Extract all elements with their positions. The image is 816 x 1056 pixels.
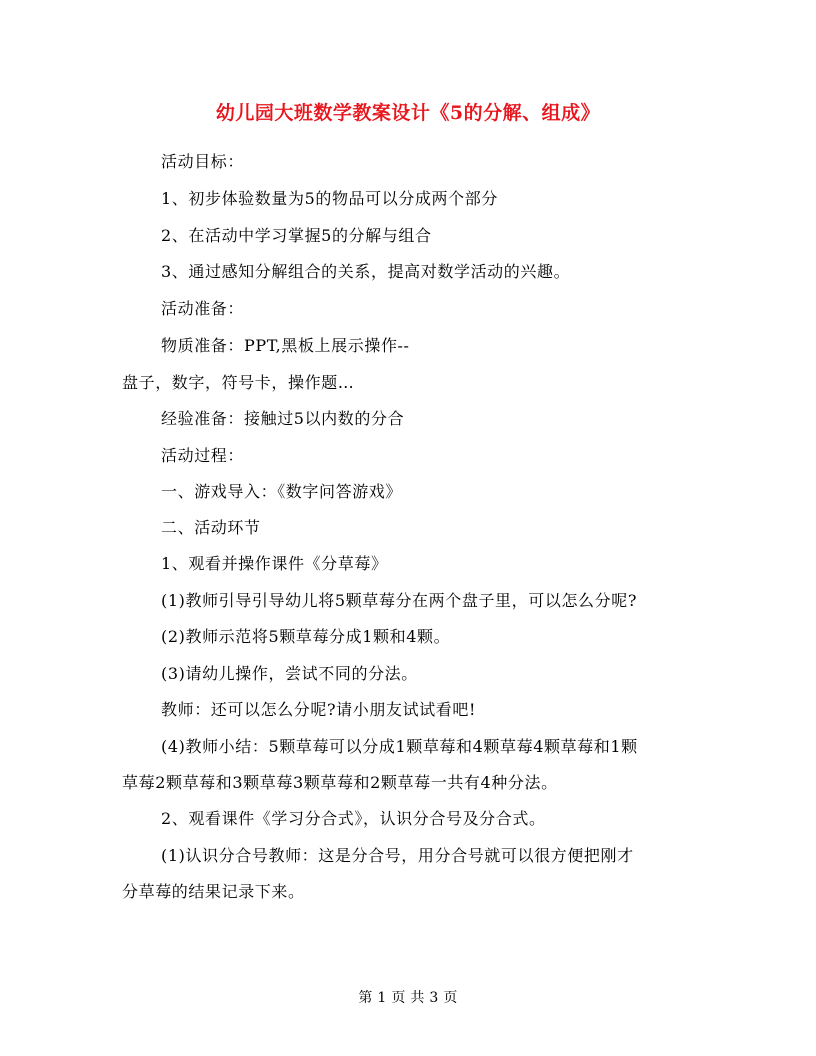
paragraph: 1、观看并操作课件《分草莓》: [161, 554, 388, 573]
paragraph: 2、观看课件《学习分合式》，认识分合号及分合式。: [161, 809, 546, 828]
page-number-footer: 第 1 页 共 3 页: [358, 990, 458, 1006]
paragraph: 活动目标：: [161, 152, 245, 171]
paragraph: (1)教师引导引导幼儿将5颗草莓分在两个盘子里，可以怎么分呢?: [161, 591, 638, 610]
paragraph: 经验准备：接触过5以内数的分合: [161, 409, 405, 428]
paragraph: 活动过程：: [161, 446, 245, 465]
paragraph: (1)认识分合号教师：这是分合号，用分合号就可以很方便把刚才: [161, 846, 634, 865]
paragraph: 教师：还可以怎么分呢?请小朋友试试看吧!: [161, 700, 477, 719]
paragraph: (2)教师示范将5颗草莓分成1颗和4颗。: [161, 627, 451, 646]
paragraph: 1、初步体验数量为5的物品可以分成两个部分: [161, 189, 498, 208]
paragraph: 活动准备：: [161, 299, 245, 318]
paragraph: 物质准备：PPT,黑板上展示操作--: [161, 336, 410, 355]
paragraph: 分草莓的结果记录下来。: [122, 882, 305, 901]
paragraph: 盘子，数字，符号卡，操作题…: [122, 373, 355, 392]
paragraph: (4)教师小结：5颗草莓可以分成1颗草莓和4颗草莓4颗草莓和1颗: [161, 737, 638, 756]
paragraph: 3、通过感知分解组合的关系，提高对数学活动的兴趣。: [161, 262, 571, 281]
paragraph: 2、在活动中学习掌握5的分解与组合: [161, 226, 432, 245]
paragraph: 草莓2颗草莓和3颗草莓3颗草莓和2颗草莓一共有4种分法。: [122, 773, 558, 792]
paragraph: 二、活动环节: [161, 518, 261, 537]
paragraph: (3)请幼儿操作，尝试不同的分法。: [161, 664, 418, 683]
document-title: 幼儿园大班数学教案设计《5的分解、组成》: [215, 102, 601, 124]
paragraph: 一、游戏导入：《数字问答游戏》: [161, 482, 403, 501]
